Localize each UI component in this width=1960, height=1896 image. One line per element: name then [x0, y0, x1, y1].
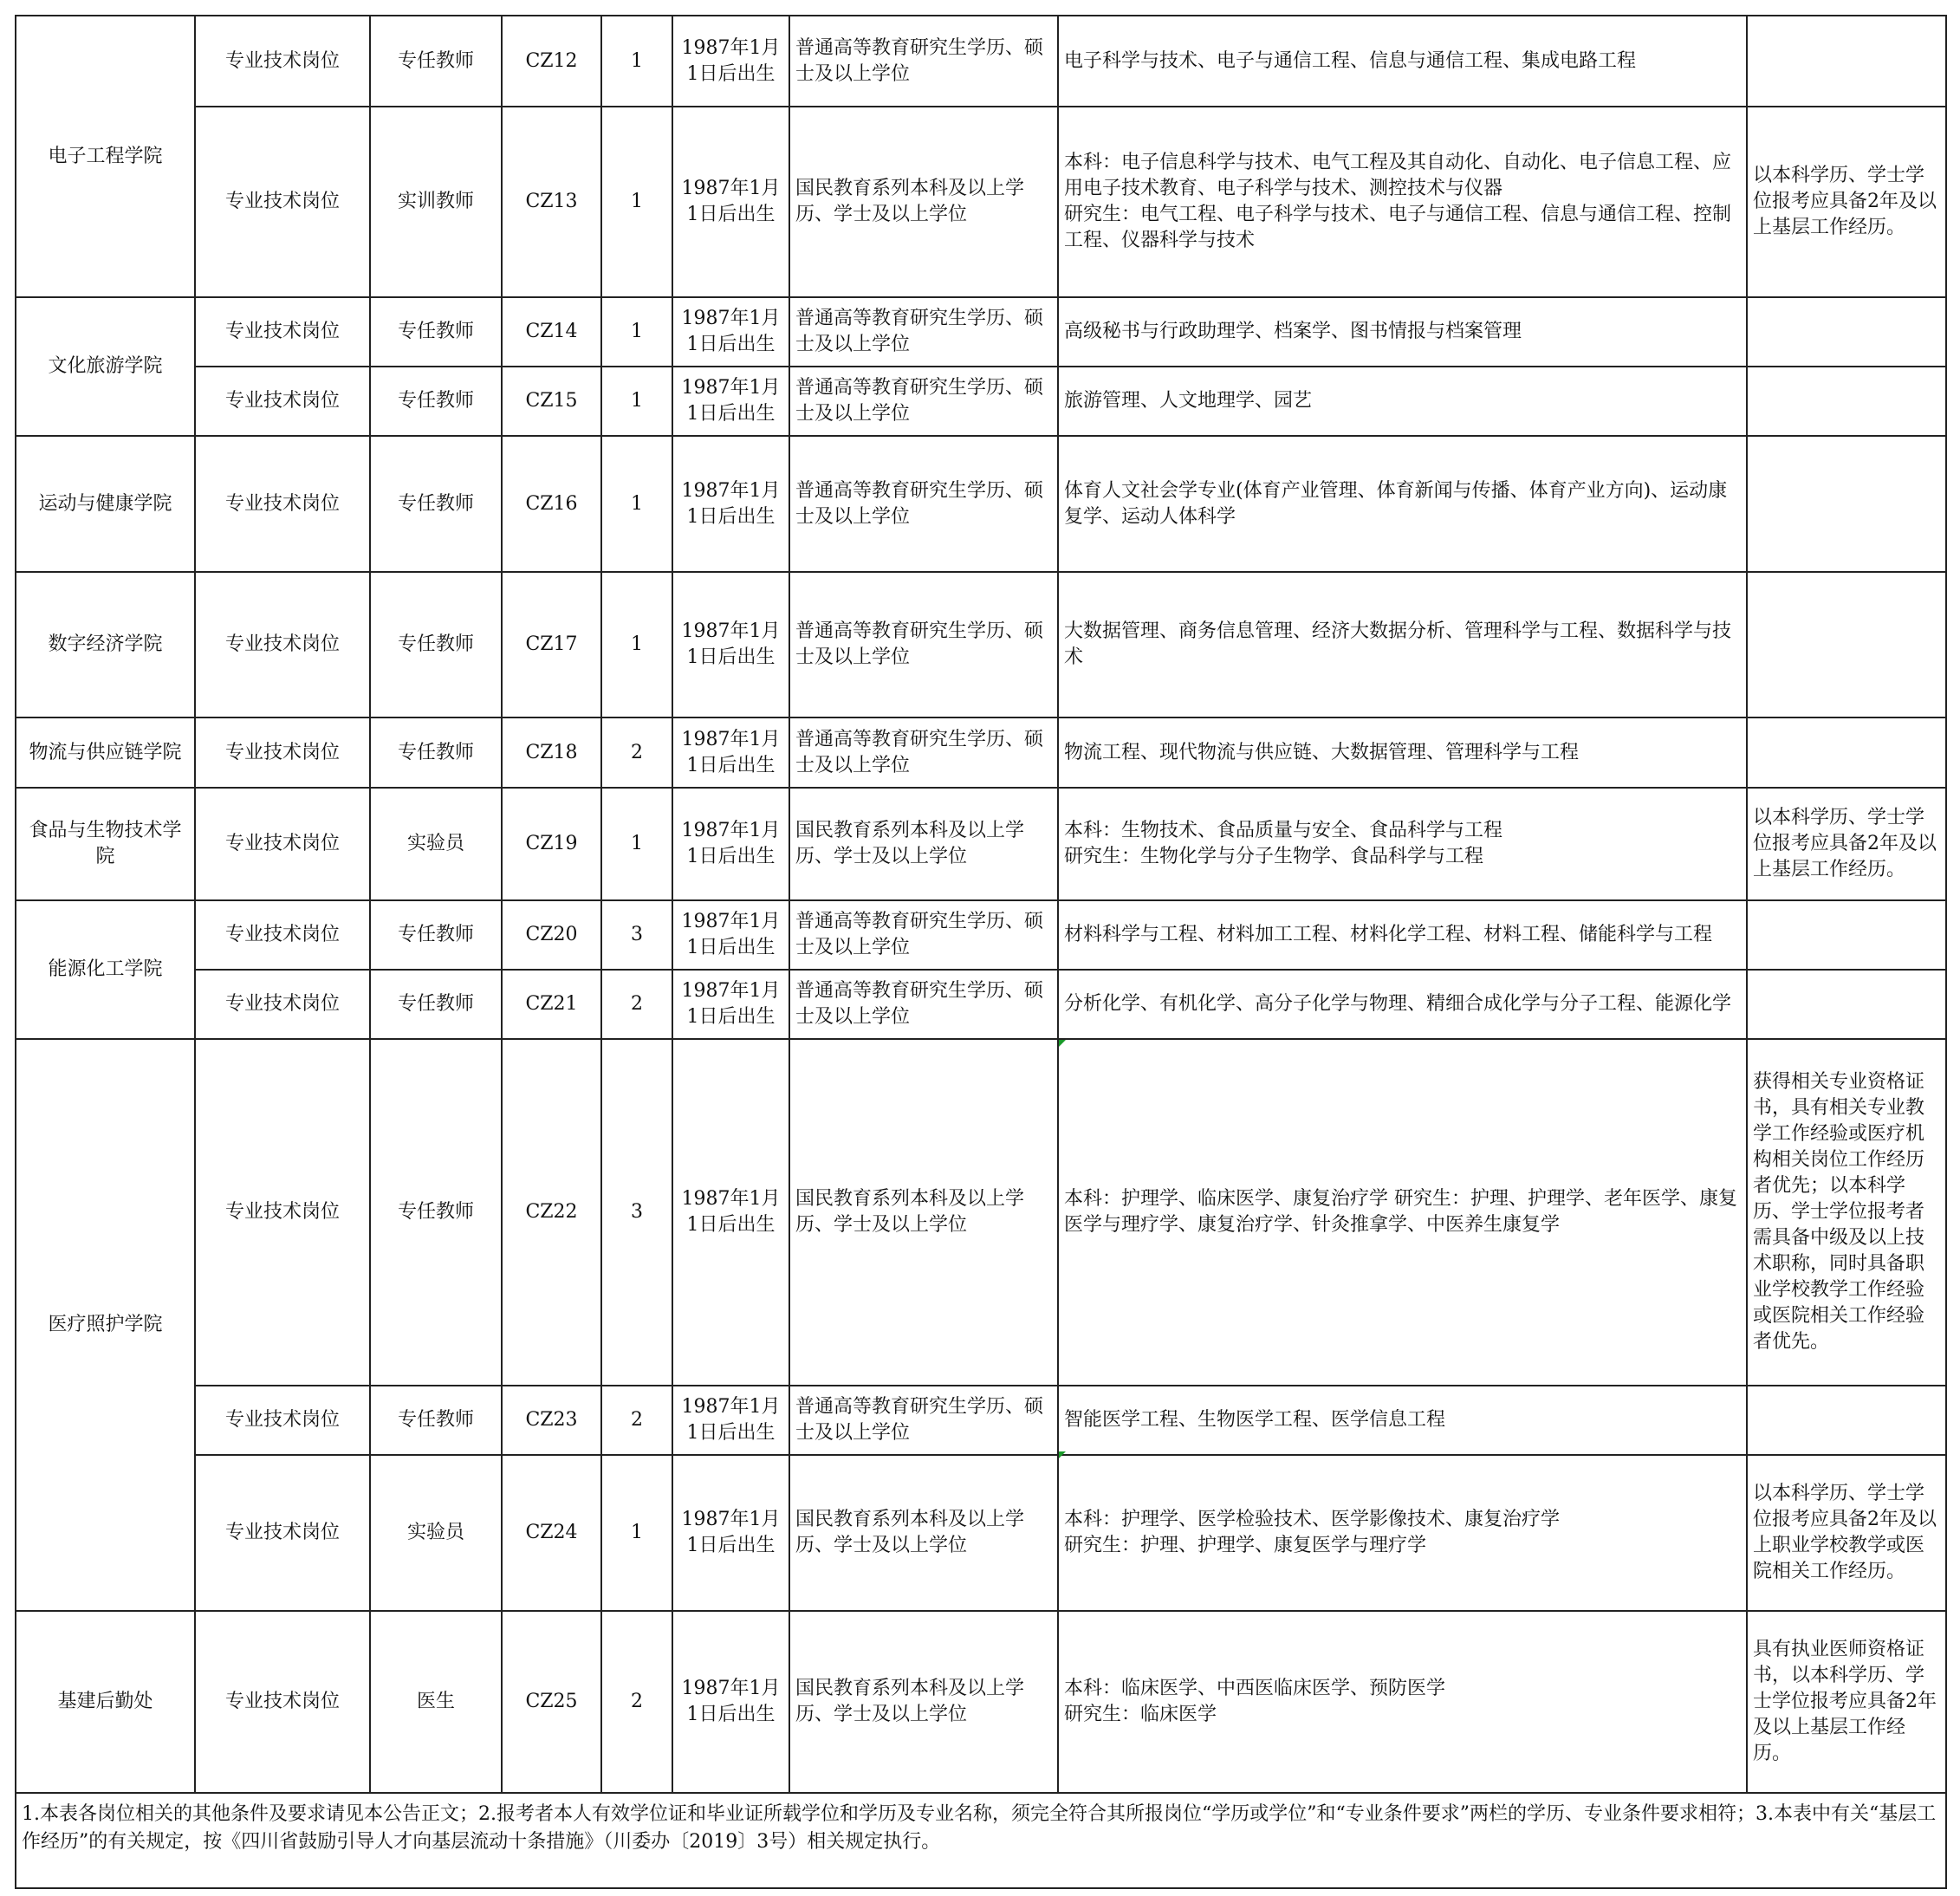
post-name-cell: 专任教师	[370, 970, 502, 1039]
dept-cell: 食品与生物技术学院	[16, 788, 195, 900]
post-type-cell: 专业技术岗位	[195, 788, 370, 900]
age-cell: 1987年1月1日后出生	[672, 900, 789, 970]
education-cell: 国民教育系列本科及以上学历、学士及以上学位	[789, 788, 1058, 900]
age-cell: 1987年1月1日后出生	[672, 717, 789, 788]
post-code-cell: CZ16	[502, 436, 601, 572]
headcount-cell: 1	[601, 367, 672, 436]
age-cell: 1987年1月1日后出生	[672, 1611, 789, 1793]
other-conditions-cell	[1747, 16, 1946, 107]
post-name-cell: 专任教师	[370, 16, 502, 107]
post-type-cell: 专业技术岗位	[195, 900, 370, 970]
post-type-cell: 专业技术岗位	[195, 436, 370, 572]
headcount-cell: 2	[601, 970, 672, 1039]
other-conditions-cell	[1747, 572, 1946, 717]
other-conditions-cell: 获得相关专业资格证书，具有相关专业教学工作经验或医疗机构相关岗位工作经历者优先；以本科学历、学士学位报考者需具备中级及以上技术职称，同时具备职业学校教学工作经验或医院相关工作经验者优先。	[1747, 1039, 1946, 1386]
post-name-cell: 专任教师	[370, 297, 502, 367]
post-code-cell: CZ19	[502, 788, 601, 900]
other-conditions-cell: 以本科学历、学士学位报考应具备2年及以上基层工作经历。	[1747, 107, 1946, 297]
table-row	[16, 1611, 1946, 1793]
dept-cell: 医疗照护学院	[16, 1039, 195, 1611]
table-row	[16, 970, 1946, 1039]
dept-cell: 能源化工学院	[16, 900, 195, 1039]
other-conditions-cell: 以本科学历、学士学位报考应具备2年及以上职业学校教学或医院相关工作经历。	[1747, 1455, 1946, 1611]
post-name-cell: 专任教师	[370, 1039, 502, 1386]
dept-cell: 电子工程学院	[16, 16, 195, 297]
education-cell: 国民教育系列本科及以上学历、学士及以上学位	[789, 1455, 1058, 1611]
post-name-cell: 专任教师	[370, 367, 502, 436]
education-cell: 普通高等教育研究生学历、硕士及以上学位	[789, 297, 1058, 367]
post-type-cell: 专业技术岗位	[195, 717, 370, 788]
table-row	[16, 1386, 1946, 1455]
other-conditions-cell	[1747, 900, 1946, 970]
post-code-cell: CZ20	[502, 900, 601, 970]
education-cell: 普通高等教育研究生学历、硕士及以上学位	[789, 436, 1058, 572]
age-cell: 1987年1月1日后出生	[672, 572, 789, 717]
headcount-cell: 2	[601, 717, 672, 788]
recruitment-table-sheet	[15, 15, 1945, 1883]
education-cell: 国民教育系列本科及以上学历、学士及以上学位	[789, 1611, 1058, 1793]
education-cell: 国民教育系列本科及以上学历、学士及以上学位	[789, 1039, 1058, 1386]
post-type-cell: 专业技术岗位	[195, 970, 370, 1039]
major-cell: 本科：生物技术、食品质量与安全、食品科学与工程 研究生：生物化学与分子生物学、食品科学与工程	[1058, 788, 1747, 900]
post-type-cell: 专业技术岗位	[195, 1386, 370, 1455]
major-cell: 材料科学与工程、材料加工工程、材料化学工程、材料工程、储能科学与工程	[1058, 900, 1747, 970]
major-cell: 物流工程、现代物流与供应链、大数据管理、管理科学与工程	[1058, 717, 1747, 788]
age-cell: 1987年1月1日后出生	[672, 367, 789, 436]
dept-cell: 物流与供应链学院	[16, 717, 195, 788]
post-name-cell: 实训教师	[370, 107, 502, 297]
post-code-cell: CZ17	[502, 572, 601, 717]
education-cell: 普通高等教育研究生学历、硕士及以上学位	[789, 970, 1058, 1039]
age-cell: 1987年1月1日后出生	[672, 1039, 789, 1386]
education-cell: 普通高等教育研究生学历、硕士及以上学位	[789, 717, 1058, 788]
age-cell: 1987年1月1日后出生	[672, 107, 789, 297]
other-conditions-cell	[1747, 436, 1946, 572]
table-row	[16, 367, 1946, 436]
post-name-cell: 医生	[370, 1611, 502, 1793]
table-row	[16, 107, 1946, 297]
headcount-cell: 2	[601, 1611, 672, 1793]
post-code-cell: CZ12	[502, 16, 601, 107]
major-cell: 本科：临床医学、中西医临床医学、预防医学 研究生：临床医学	[1058, 1611, 1747, 1793]
table-row	[16, 788, 1946, 900]
other-conditions-cell	[1747, 297, 1946, 367]
cell-comment-marker	[1059, 1040, 1066, 1047]
other-conditions-cell	[1747, 717, 1946, 788]
headcount-cell: 1	[601, 1455, 672, 1611]
major-cell: 本科：护理学、临床医学、康复治疗学 研究生：护理、护理学、老年医学、康复医学与理疗学、康复治疗学、针灸推拿学、中医养生康复学	[1058, 1039, 1747, 1386]
education-cell: 普通高等教育研究生学历、硕士及以上学位	[789, 572, 1058, 717]
post-code-cell: CZ18	[502, 717, 601, 788]
cell-comment-marker	[1059, 1451, 1066, 1458]
headcount-cell: 3	[601, 1039, 672, 1386]
post-code-cell: CZ21	[502, 970, 601, 1039]
age-cell: 1987年1月1日后出生	[672, 436, 789, 572]
headcount-cell: 3	[601, 900, 672, 970]
recruitment-table	[15, 15, 1947, 1889]
post-code-cell: CZ15	[502, 367, 601, 436]
education-cell: 普通高等教育研究生学历、硕士及以上学位	[789, 900, 1058, 970]
education-cell: 普通高等教育研究生学历、硕士及以上学位	[789, 367, 1058, 436]
major-cell: 本科：护理学、医学检验技术、医学影像技术、康复治疗学 研究生：护理、护理学、康复医学与理疗学	[1058, 1455, 1747, 1611]
table-notes: 1.本表各岗位相关的其他条件及要求请见本公告正文；2.报考者本人有效学位证和毕业证所载学位和学历及专业名称，须完全符合其所报岗位“学历或学位”和“专业条件要求”两栏的学历、专业条件要求相符；3.本表中有关“基层工作经历”的有关规定，按《四川省鼓励引导人才向基层流动十条措施》（川委办〔2019〕3号）相关规定执行。	[16, 1793, 1946, 1888]
post-name-cell: 专任教师	[370, 436, 502, 572]
post-type-cell: 专业技术岗位	[195, 297, 370, 367]
post-type-cell: 专业技术岗位	[195, 1611, 370, 1793]
post-code-cell: CZ22	[502, 1039, 601, 1386]
headcount-cell: 1	[601, 788, 672, 900]
dept-cell: 文化旅游学院	[16, 297, 195, 436]
headcount-cell: 1	[601, 297, 672, 367]
other-conditions-cell	[1747, 1386, 1946, 1455]
other-conditions-cell	[1747, 970, 1946, 1039]
notes-row	[16, 1793, 1946, 1888]
post-code-cell: CZ14	[502, 297, 601, 367]
age-cell: 1987年1月1日后出生	[672, 297, 789, 367]
major-cell: 高级秘书与行政助理学、档案学、图书情报与档案管理	[1058, 297, 1747, 367]
post-name-cell: 专任教师	[370, 717, 502, 788]
table-row	[16, 900, 1946, 970]
table-row	[16, 717, 1946, 788]
age-cell: 1987年1月1日后出生	[672, 1455, 789, 1611]
age-cell: 1987年1月1日后出生	[672, 16, 789, 107]
other-conditions-cell	[1747, 367, 1946, 436]
post-type-cell: 专业技术岗位	[195, 572, 370, 717]
table-row	[16, 1455, 1946, 1611]
post-name-cell: 专任教师	[370, 900, 502, 970]
post-code-cell: CZ13	[502, 107, 601, 297]
major-cell: 旅游管理、人文地理学、园艺	[1058, 367, 1747, 436]
major-cell: 本科：电子信息科学与技术、电气工程及其自动化、自动化、电子信息工程、应用电子技术教育、电子科学与技术、测控技术与仪器 研究生：电气工程、电子科学与技术、电子与通信工程、信息与通信工程、控制工程、仪器科学与技术	[1058, 107, 1747, 297]
headcount-cell: 1	[601, 107, 672, 297]
age-cell: 1987年1月1日后出生	[672, 788, 789, 900]
major-cell: 电子科学与技术、电子与通信工程、信息与通信工程、集成电路工程	[1058, 16, 1747, 107]
table-row	[16, 436, 1946, 572]
major-cell: 智能医学工程、生物医学工程、医学信息工程	[1058, 1386, 1747, 1455]
table-row	[16, 1039, 1946, 1386]
post-name-cell: 实验员	[370, 788, 502, 900]
post-type-cell: 专业技术岗位	[195, 367, 370, 436]
age-cell: 1987年1月1日后出生	[672, 1386, 789, 1455]
post-type-cell: 专业技术岗位	[195, 1039, 370, 1386]
education-cell: 普通高等教育研究生学历、硕士及以上学位	[789, 1386, 1058, 1455]
table-row	[16, 297, 1946, 367]
post-type-cell: 专业技术岗位	[195, 107, 370, 297]
post-code-cell: CZ24	[502, 1455, 601, 1611]
dept-cell: 运动与健康学院	[16, 436, 195, 572]
major-cell: 大数据管理、商务信息管理、经济大数据分析、管理科学与工程、数据科学与技术	[1058, 572, 1747, 717]
headcount-cell: 1	[601, 16, 672, 107]
dept-cell: 数字经济学院	[16, 572, 195, 717]
major-cell: 体育人文社会学专业(体育产业管理、体育新闻与传播、体育产业方向)、运动康复学、运动人体科学	[1058, 436, 1747, 572]
education-cell: 普通高等教育研究生学历、硕士及以上学位	[789, 16, 1058, 107]
post-code-cell: CZ25	[502, 1611, 601, 1793]
post-code-cell: CZ23	[502, 1386, 601, 1455]
post-name-cell: 实验员	[370, 1455, 502, 1611]
table-row	[16, 572, 1946, 717]
other-conditions-cell: 以本科学历、学士学位报考应具备2年及以上基层工作经历。	[1747, 788, 1946, 900]
age-cell: 1987年1月1日后出生	[672, 970, 789, 1039]
education-cell: 国民教育系列本科及以上学历、学士及以上学位	[789, 107, 1058, 297]
other-conditions-cell: 具有执业医师资格证书，以本科学历、学士学位报考应具备2年及以上基层工作经历。	[1747, 1611, 1946, 1793]
post-name-cell: 专任教师	[370, 1386, 502, 1455]
headcount-cell: 2	[601, 1386, 672, 1455]
headcount-cell: 1	[601, 572, 672, 717]
headcount-cell: 1	[601, 436, 672, 572]
table-row	[16, 16, 1946, 107]
post-type-cell: 专业技术岗位	[195, 1455, 370, 1611]
dept-cell: 基建后勤处	[16, 1611, 195, 1793]
major-cell: 分析化学、有机化学、高分子化学与物理、精细合成化学与分子工程、能源化学	[1058, 970, 1747, 1039]
post-type-cell: 专业技术岗位	[195, 16, 370, 107]
post-name-cell: 专任教师	[370, 572, 502, 717]
